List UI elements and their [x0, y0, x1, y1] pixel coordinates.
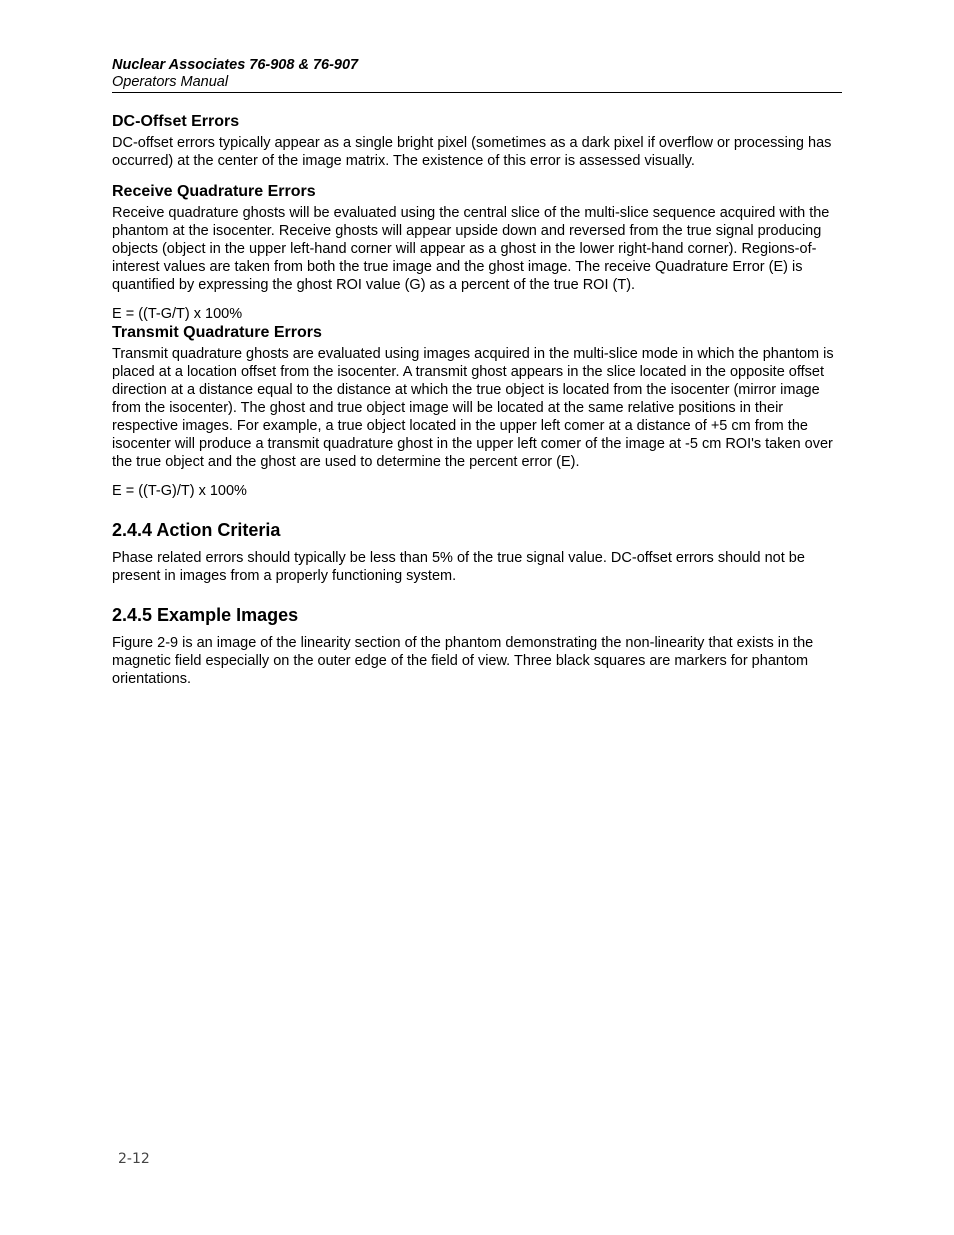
page-content [112, 112, 842, 688]
document-subtitle: Operators Manual [112, 74, 229, 90]
section-heading: 2.4.4 Action Criteria [112, 520, 281, 540]
section-paragraph: Transmit quadrature ghosts are evaluated using images acquired in the multi-slice mode in which the phantom is placed at a location offset from the isocenter. A transmit ghost appears in the slice located in the opposite offset direction at a distance equal to the distance at which the true object is located from the isocenter (mirror image from the isocenter). The ghost and true object image will be located at the same relative positions in their respective images. For example, a true object located in the upper left comer at a distance of +5 cm from the isocenter will produce a transmit quadrature ghost in the upper left comer of the image at -5 cm ROI's taken over the true object and the ghost are used to determine the percent error (E). [112, 346, 834, 470]
document-title: Nuclear Associates 76-908 & 76-907 [112, 57, 359, 73]
section-paragraph: DC-offset errors typically appear as a single bright pixel (sometimes as a dark pixel if overflow or processing has occurred) at the center of the image matrix. The existence of this error is assessed visually. [112, 135, 832, 169]
section-receive-quadrature [112, 182, 842, 323]
section-heading: Receive Quadrature Errors [112, 183, 316, 200]
section-heading: 2.4.5 Example Images [112, 605, 299, 625]
section-action-criteria [112, 519, 842, 585]
section-paragraph: Receive quadrature ghosts will be evaluated using the central slice of the multi-slice sequence acquired with the phantom at the isocenter. Receive ghosts will appear upside down and reversed from the true signal producing objects (object in the upper left-hand corner will appear as a ghost in the lower right-hand corner). Regions-of-interest values are taken from both the true image and the ghost image. The receive Quadrature Error (E) is quantified by expressing the ghost ROI value (G) as a percent of the true ROI (T). [112, 205, 830, 293]
section-dc-offset [112, 112, 842, 170]
section-transmit-quadrature [112, 323, 842, 500]
section-paragraph: Phase related errors should typically be less than 5% of the true signal value. DC-offset errors should not be present in images from a properly functioning system. [112, 550, 805, 584]
page-number: 2-12 [118, 1151, 150, 1167]
page-header [112, 56, 842, 93]
section-example-images [112, 604, 842, 688]
section-heading: Transmit Quadrature Errors [112, 324, 322, 341]
section-paragraph: Figure 2-9 is an image of the linearity section of the phantom demonstrating the non-linearity that exists in the magnetic field especially on the outer edge of the field of view. Three black squares are markers for phantom orientations. [112, 635, 814, 687]
formula: E = ((T-G/T) x 100% [112, 306, 243, 322]
formula: E = ((T-G)/T) x 100% [112, 483, 247, 499]
section-heading: DC-Offset Errors [112, 113, 240, 130]
